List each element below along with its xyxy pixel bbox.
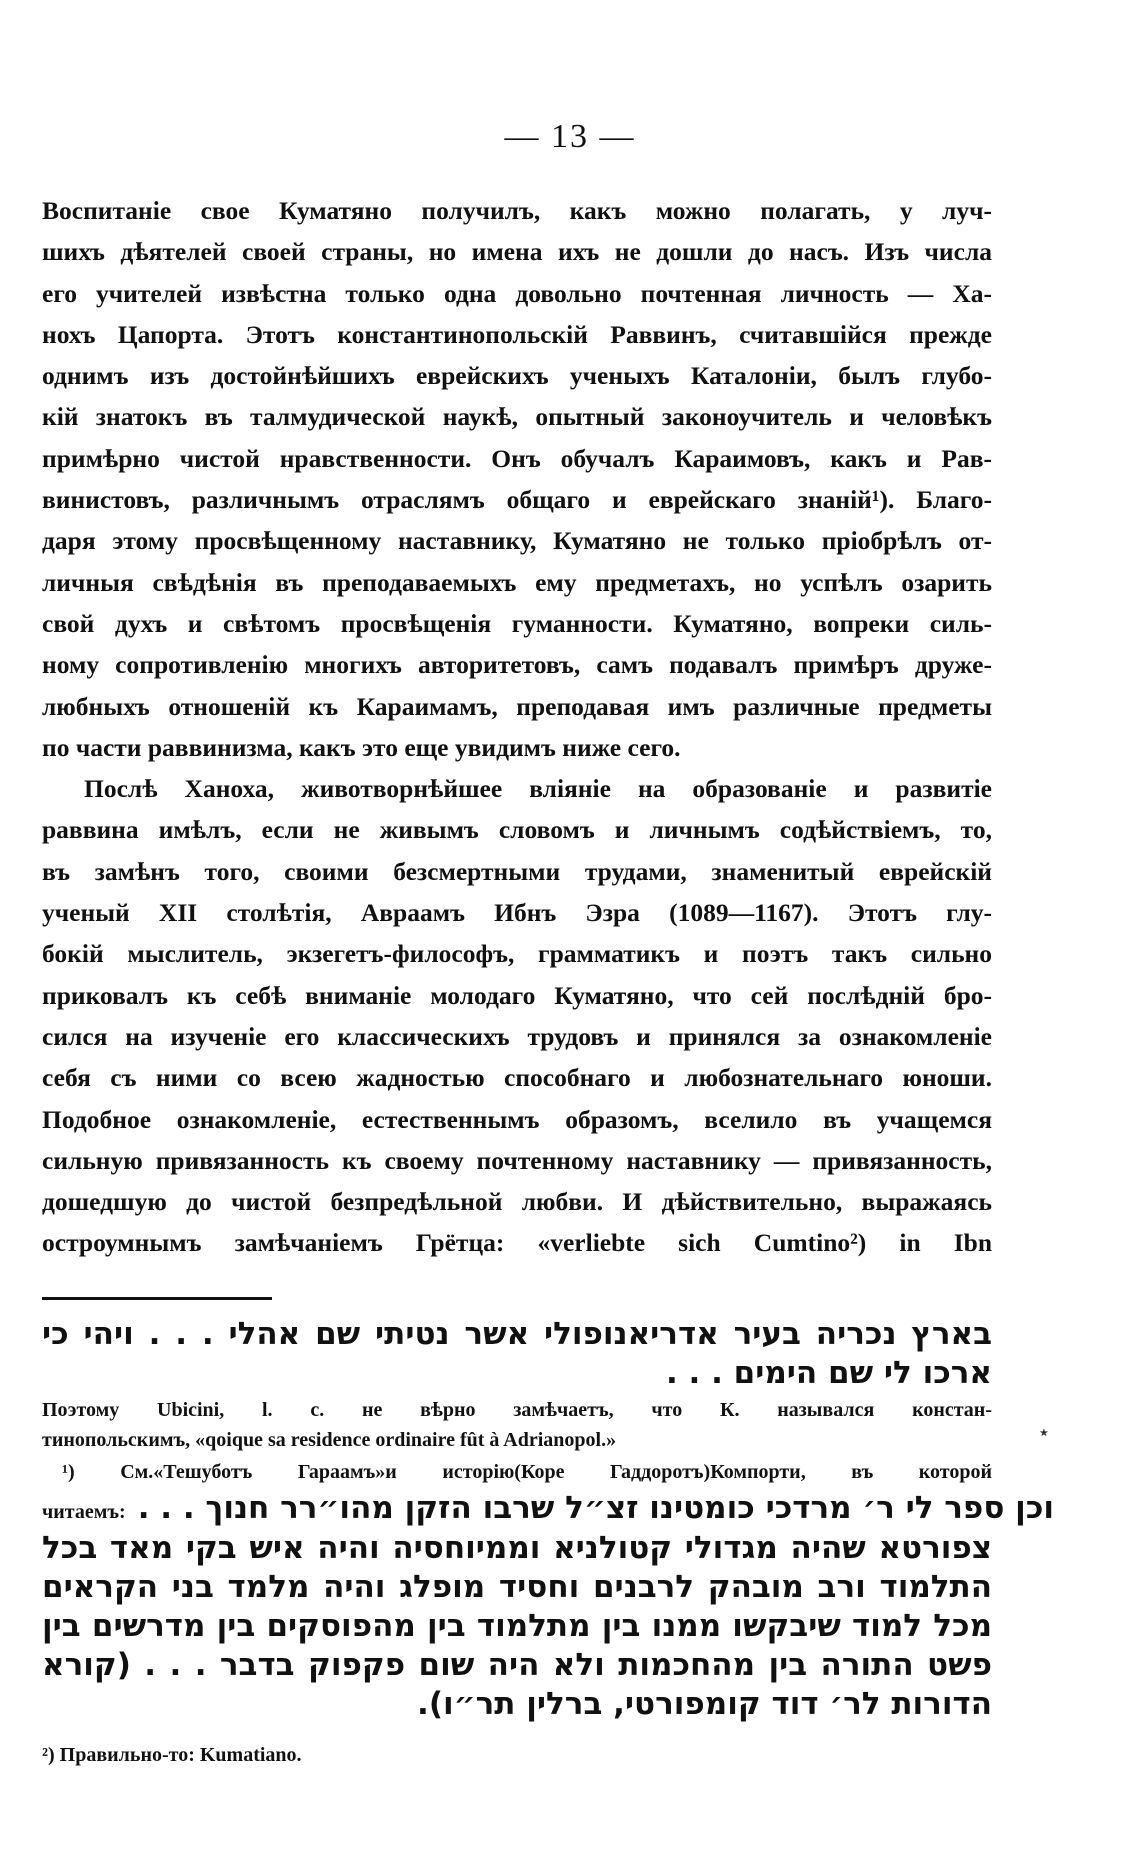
text-line: въ замѣнъ того, своими безсмертными трудами, знаменитый еврейскій xyxy=(42,856,992,886)
hebrew-line: התלמוד ורב מובהק לרבנים וחסיד מופלג והיה מלמד בני הקראים xyxy=(42,1569,992,1605)
text-line: остроумнымъ замѣчаніемъ Грётца: «verliebte sich Cumtino²) in Ibn xyxy=(42,1228,992,1258)
footnote-1-first-hebrew-line xyxy=(42,1487,1055,1529)
text-line: винистовъ, различнымъ отраслямъ общаго и еврейскаго знаній¹). Благо- xyxy=(42,485,992,515)
text-line: его учителей извѣстна только одна довольно почтенная личность — Ха- xyxy=(42,278,992,308)
text-line: ному сопротивленію многихъ авторитетовъ, самъ подавалъ примѣръ друже- xyxy=(42,650,992,680)
page-number: — 13 — xyxy=(504,118,636,155)
text-line: Воспитаніе свое Куматяно получилъ, какъ можно полагать, у луч- xyxy=(42,196,992,225)
footnote-2-text: ²) Правильно-то: Kumatiano. xyxy=(42,1744,302,1766)
text-line: Подобное ознакомленіе, естественнымъ образомъ, вселило въ учащемся xyxy=(42,1104,992,1134)
text-line: однимъ изъ достойнѣйшихъ еврейскихъ ученыхъ Каталоніи, былъ глубо- xyxy=(42,361,992,391)
footnote-line: Поэтому Ubicini, l. c. не вѣрно замѣчаетъ, что К. назывался констан- xyxy=(42,1399,992,1421)
footnote-divider xyxy=(42,1297,272,1300)
text-line: сильную привязанность къ своему почтенному наставнику — привязанность, xyxy=(42,1145,992,1175)
paragraph-start-line: Послѣ Ханоха, животворнѣйшее вліяніе на образованіе и развитіе xyxy=(84,774,992,804)
hebrew-line: מכל למוד שיבקשו ממנו בין מתלמוד בין מהפוסקים בין מדרשים בין xyxy=(42,1608,992,1644)
text-line: кій знатокъ въ талмудической наукѣ, опытный законоучитель и человѣкъ xyxy=(42,402,992,432)
text-line: нохъ Цапорта. Этотъ константинопольскій Раввинъ, считавшійся прежде xyxy=(42,319,992,349)
text-line: примѣрно чистой нравственности. Онъ обучалъ Караимовъ, какъ и Рав- xyxy=(42,443,992,473)
hebrew-line: בארץ נכריה בעיר אדריאנופולי אשר נטיתי שם אהלי . . . ויהי כי xyxy=(42,1316,992,1352)
stray-mark: ٭ xyxy=(1039,1422,1049,1442)
text-line: приковалъ къ себѣ вниманіе молодаго Куматяно, что сей послѣдній бро- xyxy=(42,980,992,1010)
main-text xyxy=(42,190,992,1264)
text-line: себя съ ними со всею жадностью способнаго и любознательнаго юноши. xyxy=(42,1063,992,1093)
text-line: ученый XII столѣтія, Авраамъ Ибнъ Эзра (1089—1167). Этотъ глу- xyxy=(42,898,992,928)
text-line: даря этому просвѣщенному наставнику, Куматяно не только пріобрѣлъ от- xyxy=(42,526,992,556)
hebrew-line: ארכו לי שם הימים . . . xyxy=(665,1355,992,1391)
footnote-line: тинопольскимъ, «qoique sa residence ordinaire fût à Adrianopol.» xyxy=(42,1429,617,1451)
text-line: бокій мыслитель, экзегетъ-философъ, грамматикъ и поэтъ такъ сильно xyxy=(42,939,992,969)
footnote-1-lead: читаемъ: xyxy=(42,1501,126,1523)
footnote-2 xyxy=(42,1740,992,1770)
text-line: дошедшую до чистой безпредѣльной любви. И дѣйствительно, выражаясь xyxy=(42,1187,992,1217)
text-line: раввина имѣлъ, если не живымъ словомъ и личнымъ содѣйствіемъ, то, xyxy=(42,815,992,845)
footnote-hebrew-quote xyxy=(42,1315,992,1393)
text-line: личныя свѣдѣнія въ преподаваемыхъ ему предметахъ, но успѣлъ озарить xyxy=(42,567,992,597)
footnote-1 xyxy=(42,1457,1055,1724)
text-line: любныхъ отношеній къ Караимамъ, преподавая имъ различные предметы xyxy=(42,691,992,721)
footnote-1-intro: ¹) См.«Тешуботъ Гараамъ»и исторію(Коре Гаддоротъ)Компорти, въ которой xyxy=(62,1461,992,1483)
hebrew-line: וכן ספר לי ר׳ מרדכי כומטינו זצ״ל שרבו הזקן מהו״רר חנוך . . . xyxy=(137,1490,1055,1526)
text-line: свой духъ и свѣтомъ просвѣщенія гуманности. Куматяно, вопреки силь- xyxy=(42,608,992,638)
hebrew-line: הדורות לר׳ דוד קומפורטי, ברלין תר״ו). xyxy=(417,1686,992,1722)
text-line: сился на изученіе его классическихъ трудовъ и принялся за ознакомленіе xyxy=(42,1021,992,1051)
footnote-continuation xyxy=(42,1395,992,1455)
hebrew-line: צפורטא שהיה מגדולי קטולניא וממיוחסיה והיה איש בקי מאד בכל xyxy=(42,1530,992,1566)
hebrew-line: פשט התורה בין מהחכמות ולא היה שום פקפוק בדבר . . . (קורא xyxy=(42,1647,992,1683)
text-line: по части раввинизма, какъ это еще увидимъ ниже сего. xyxy=(42,732,681,762)
text-line: шихъ дѣятелей своей страны, но имена ихъ не дошли до насъ. Изъ числа xyxy=(42,237,992,267)
